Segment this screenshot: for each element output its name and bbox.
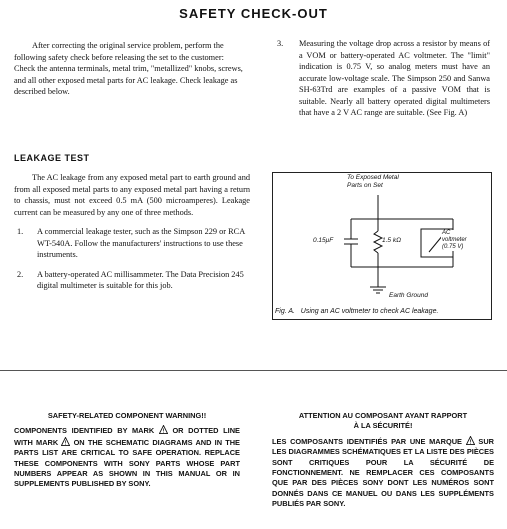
warning-triangle-icon <box>159 425 168 434</box>
svg-text:!: ! <box>64 440 67 446</box>
earth-ground-label: Earth Ground <box>389 292 429 299</box>
warning-title-english: SAFETY-RELATED COMPONENT WARNING!! <box>47 411 207 420</box>
voltmeter-label-line-1: AC <box>442 230 451 236</box>
leakage-test-body <box>14 172 250 292</box>
warning-triangle-icon <box>466 436 475 445</box>
warning-line-1a: COMPONENTS IDENTIFIED BY MARK <box>14 426 155 436</box>
warning-rest-english: AND IN THE PARTS LIST ARE CRITICAL TO SAFE OPERATION. REPLACE THESE COMPONENTS WITH SONY PARTS WHOSE PART NUMBERS APPEAR AS SHOWN IN THIS MANUAL OR IN SUPPLEMENTS PUBLISHED BY SONY. <box>14 437 240 489</box>
right-column <box>274 38 490 119</box>
warning-line-1b: OR DOTTED <box>172 426 219 436</box>
intro-paragraph: After correcting the original service problem, perform the following safety check before releasing the set to the customer: <box>14 41 224 62</box>
capacitor-label: 0.15μF <box>313 237 334 244</box>
safety-warning-french <box>272 411 494 510</box>
warning-rest-french: SUR LES DIAGRAMMES SCHÉMATIQUES ET LA LISTE DES PIÈCES SONT CRITIQUES POUR LA SÉCURITÉ DE FONCTIONNEMENT. NE REMPLACER CES COMPOSANTS QUE PAR DES PIÈCES SONY DONT LES NUMÉROS SONT DONNÉS DANS CE MANUEL OU DANS LES SUPPLÉMENTS PUBLIÉS PAR SONY. <box>272 436 494 509</box>
method-item-1 <box>14 226 250 261</box>
figure-a <box>272 172 492 320</box>
figure-top-label <box>347 174 399 190</box>
warning-title-french-line-2: À LA SÉCURITÉ! <box>353 421 413 431</box>
warning-line-2a: LINE WITH MARK <box>14 426 240 447</box>
leakage-paragraph: The AC leakage from any exposed metal part to earth ground and from all exposed metal parts to any exposed metal part having a return to chassis, must not exceed 0.5 mA (500 microamperes). Leakage current can be measured by any one of three methods. <box>14 173 250 217</box>
warning-body-english <box>14 425 240 489</box>
warning-body-french <box>272 436 494 510</box>
method-number-1: 1. <box>17 227 24 236</box>
method-text-2: A battery-operated AC millisammeter. The Data Precision 245 digital multimeter is suitable for this job. <box>37 269 244 290</box>
method-number-2: 2. <box>17 269 24 279</box>
page-title: SAFETY CHECK-OUT <box>179 6 328 21</box>
warning-title-french <box>272 411 494 432</box>
voltmeter-label-line-3: (0.75 V) <box>442 244 464 250</box>
figure-top-label-line-1: To Exposed Metal <box>347 174 399 181</box>
left-column <box>14 40 250 98</box>
check-paragraph: Check the antenna terminals, metal trim, "metallized" knobs, screws, and all other exposed metal parts for AC leakage. Check leakage as described below. <box>14 64 243 96</box>
safety-warning-english <box>14 411 240 490</box>
warning-line-2b: ON THE SCHEMATIC DIAGRAMS <box>73 437 193 447</box>
figure-top-label-line-2: Parts on Set <box>347 182 383 189</box>
method-number-3: 3. <box>277 39 284 48</box>
voltmeter-label-line-2: voltmeter <box>442 237 467 243</box>
method-item-3 <box>274 38 490 119</box>
svg-text:!: ! <box>469 439 472 445</box>
voltmeter-label <box>441 230 467 251</box>
warning-line-1-french: LES COMPOSANTS IDENTIFIÉS PAR UNE MARQUE <box>272 436 462 446</box>
warning-title-french-line-1: ATTENTION AU COMPOSANT AYANT RAPPORT <box>298 411 468 420</box>
section-divider <box>0 370 507 371</box>
method-text-3: Measuring the voltage drop across a resistor by means of a VOM or battery-operated AC voltmeter. The "limit" indication is 0.75 V, so analog meters must have an accurate low-voltage scale. The Simpson 250 and Sanwa SH-63Trd are examples of a passive VOM that is suitable. Nearly all battery operated digital multimeters that have a 2 V AC range are suitable. (See Fig. A) <box>299 39 490 117</box>
method-text-1: A commercial leakage tester, such as the Simpson 229 or RCA WT-540A. Follow the manufacturers' instructions to use these instruments. <box>37 227 245 259</box>
resistor-label: 1.5 kΩ <box>382 237 402 244</box>
svg-text:!: ! <box>162 429 165 435</box>
warning-triangle-icon <box>61 437 70 446</box>
leakage-test-heading: LEAKAGE TEST <box>14 153 90 163</box>
figure-caption: Fig. A. Using an AC voltmeter to check AC leakage. <box>275 308 439 315</box>
method-item-2 <box>14 269 250 292</box>
